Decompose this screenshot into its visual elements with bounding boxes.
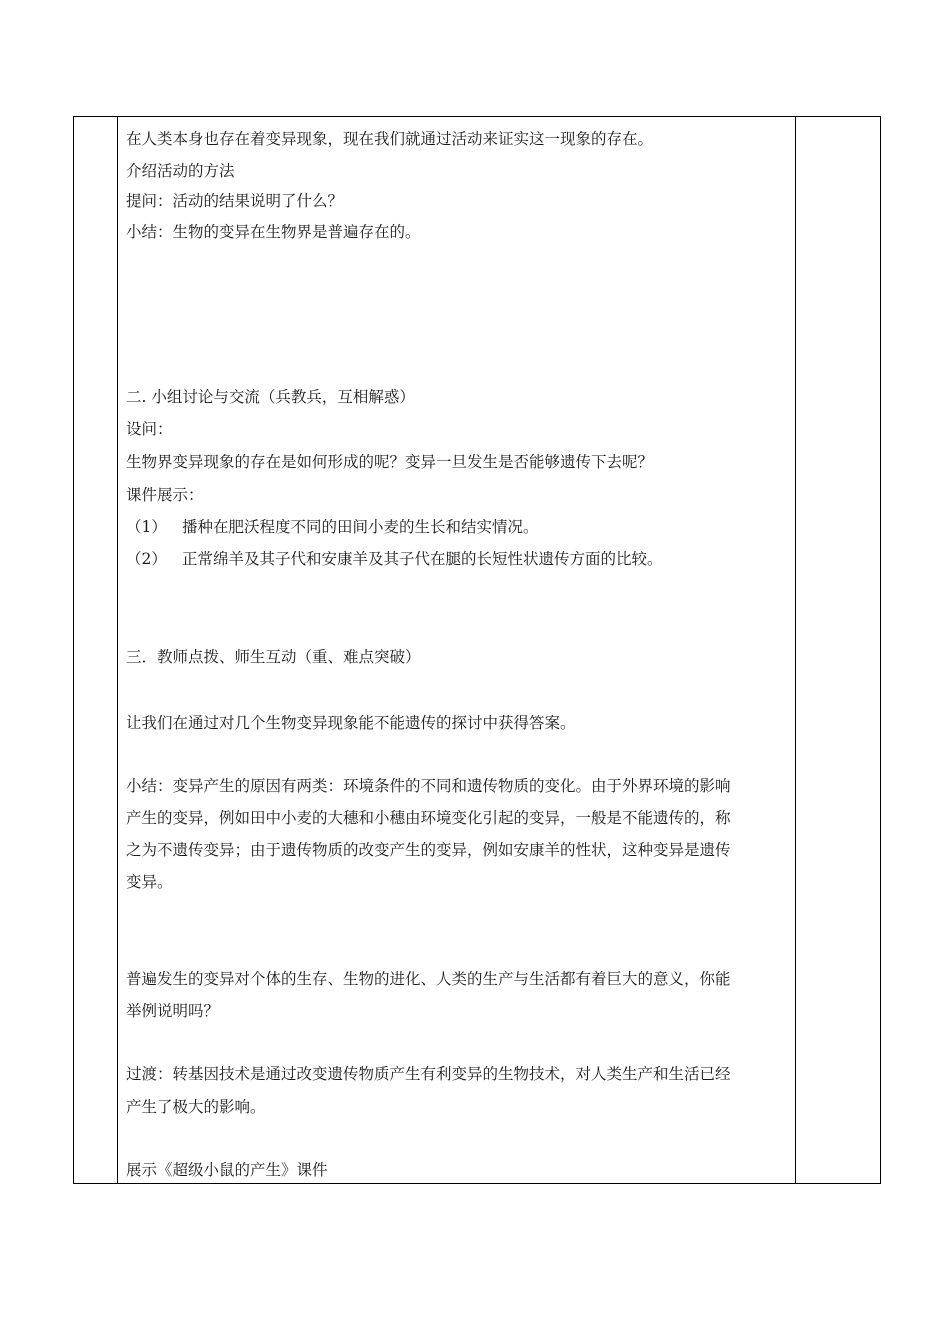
list-item-text: 播种在肥沃程度不同的田间小麦的生长和结实情况。 [182,518,539,536]
paragraph-line: 课件展示： [126,486,204,504]
paragraph-line: 产生的变异，例如田中小麦的大穗和小穗由环境变化引起的变异，一般是不能遗传的，称 [126,809,731,827]
paragraph-line: 在人类本身也存在着变异现象，现在我们就通过活动来证实这一现象的存在。 [126,130,654,148]
list-item [126,549,663,569]
paragraph-line: 普遍发生的变异对个体的生存、生物的进化、人类的生产与生活都有着巨大的意义，你能 [126,970,731,988]
table-column-divider-right [795,117,796,1183]
paragraph-line: 过渡：转基因技术是通过改变遗传物质产生有利变异的生物技术，对人类生产和生活已经 [126,1065,731,1083]
list-item-number: （1） [126,518,167,536]
list-item-text: 正常绵羊及其子代和安康羊及其子代在腿的长短性状遗传方面的比较。 [182,550,663,568]
paragraph-line: 介绍活动的方法 [126,162,235,180]
lesson-table [73,116,881,1184]
paragraph-line: 生物界变异现象的存在是如何形成的呢？变异一旦发生是否能够遗传下去呢？ [126,453,654,471]
paragraph-line: 产生了极大的影响。 [126,1098,266,1116]
paragraph-line: 展示《超级小鼠的产生》课件 [126,1161,328,1179]
list-item-number: （2） [126,550,167,568]
paragraph-line: 变异。 [126,873,173,891]
paragraph-line: 提问：活动的结果说明了什么？ [126,192,344,210]
paragraph-line: 设问： [126,420,173,438]
paragraph-line: 小结：生物的变异在生物界是普遍存在的。 [126,223,421,241]
section-heading: 二. 小组讨论与交流（兵教兵，互相解惑） [126,388,415,406]
paragraph-line: 之为不遗传变异；由于遗传物质的改变产生的变异，例如安康羊的性状，这种变异是遗传 [126,841,731,859]
paragraph-line: 小结：变异产生的原因有两类：环境条件的不同和遗传物质的变化。由于外界环境的影响 [126,777,731,795]
section-heading: 三．教师点拨、师生互动（重、难点突破） [126,648,421,666]
paragraph-line: 举例说明吗？ [126,1002,220,1020]
list-item [126,517,539,537]
table-column-divider-left [117,117,118,1183]
paragraph-line: 让我们在通过对几个生物变异现象能不能遗传的探讨中获得答案。 [126,714,576,732]
